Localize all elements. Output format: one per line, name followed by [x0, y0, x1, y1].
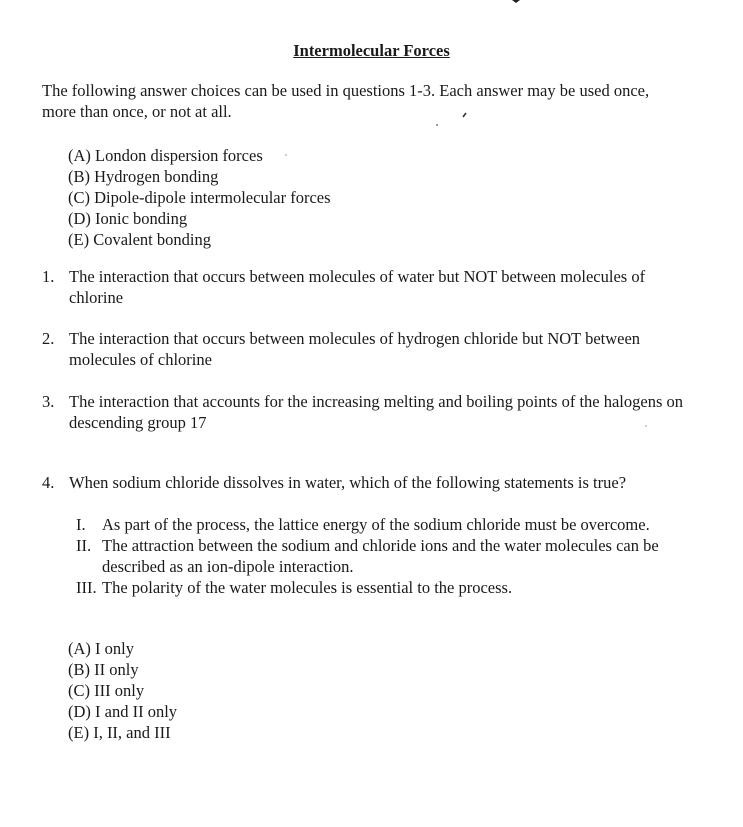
- question-number: 3.: [42, 392, 55, 411]
- choice-c: (C) Dipole-dipole intermolecular forces: [68, 188, 331, 207]
- answer-c: (C) III only: [68, 681, 145, 700]
- statement-text: The attraction between the sodium and chloride ions and the water molecules can be described as an ion-dipole interaction.: [102, 536, 659, 576]
- statement-3: [76, 577, 691, 598]
- question-text: The interaction that occurs between molecules of hydrogen chloride but NOT between molecules of chlorine: [69, 329, 641, 369]
- statement-numeral: III.: [76, 578, 97, 597]
- question-2: [42, 328, 692, 370]
- statement-text: The polarity of the water molecules is essential to the process.: [102, 578, 513, 597]
- choice-b: (B) Hydrogen bonding: [68, 167, 219, 186]
- question-text: The interaction that occurs between molecules of water but NOT between molecules of chlorine: [69, 267, 646, 307]
- question-4: [42, 472, 692, 493]
- question-text: The interaction that accounts for the increasing melting and boiling points of the halogens on descending group 17: [69, 392, 684, 432]
- statements-list: [76, 514, 691, 598]
- answer-d: (D) I and II only: [68, 702, 178, 721]
- question-3: [42, 391, 692, 433]
- question-number: 4.: [42, 473, 55, 492]
- question-text: When sodium chloride dissolves in water, which of the following statements is true?: [69, 473, 627, 492]
- answer-e: (E) I, II, and III: [68, 723, 171, 742]
- statement-text: As part of the process, the lattice energy of the sodium chloride must be overcome.: [102, 515, 650, 534]
- question-1: [42, 266, 692, 308]
- answer-b: (B) II only: [68, 660, 139, 679]
- statement-1: [76, 514, 691, 535]
- statement-numeral: II.: [76, 536, 92, 555]
- answer-a: (A) I only: [68, 639, 134, 658]
- question-4-answers-list: [68, 638, 177, 743]
- answer-choices-list: [68, 145, 331, 250]
- choice-a: (A) London dispersion forces: [68, 146, 263, 165]
- choice-e: (E) Covalent bonding: [68, 230, 211, 249]
- question-number: 2.: [42, 329, 55, 348]
- statement-2: [76, 535, 691, 577]
- statement-numeral: I.: [76, 515, 86, 534]
- page-title: Intermolecular Forces: [293, 41, 450, 60]
- choice-d: (D) Ionic bonding: [68, 209, 188, 228]
- question-number: 1.: [42, 267, 55, 286]
- instructions-text: The following answer choices can be used in questions 1-3. Each answer may be used once, more than once, or not at all.: [42, 81, 650, 121]
